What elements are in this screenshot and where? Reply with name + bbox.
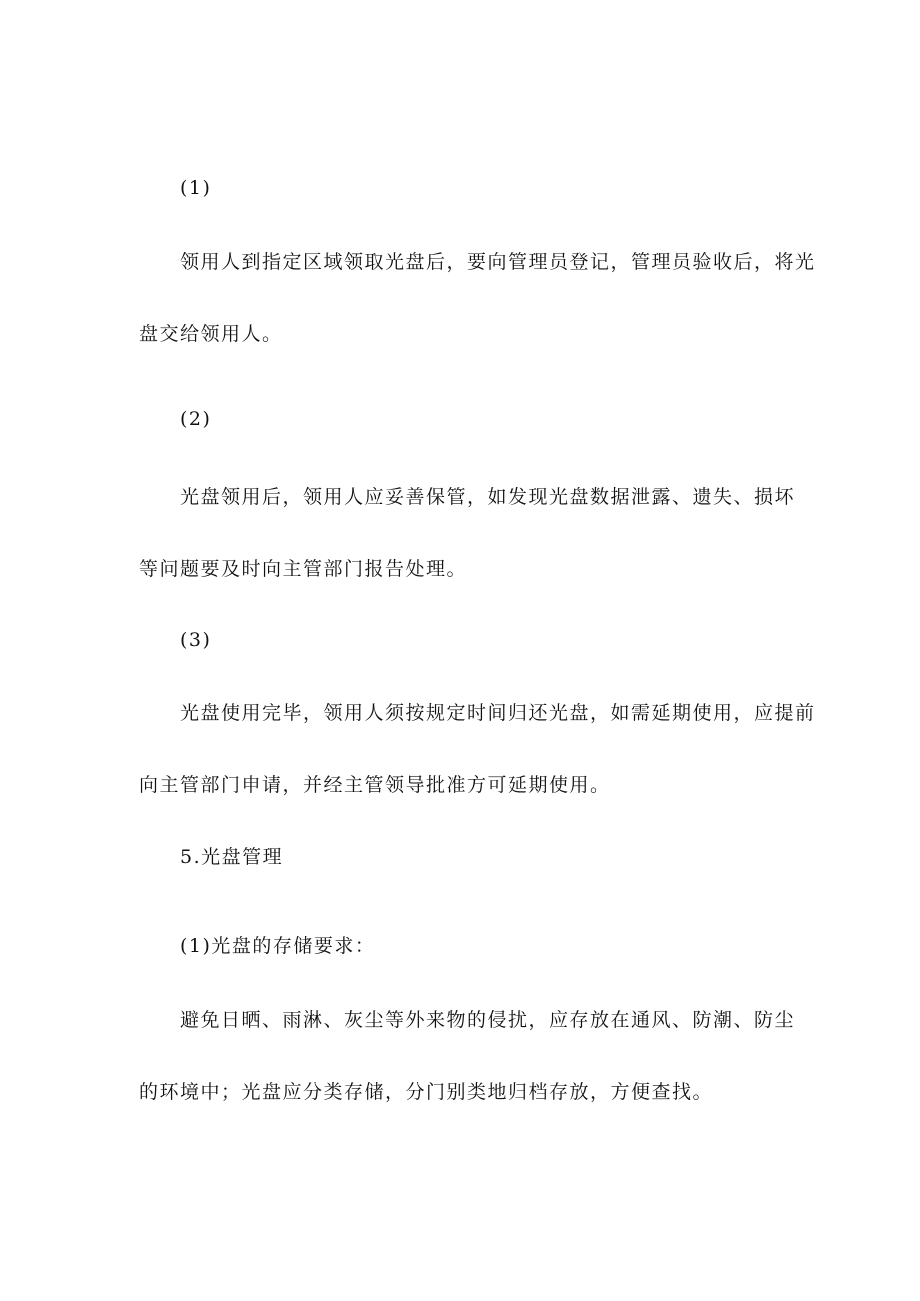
storage-text-line2: 的环境中；光盘应分类存储，分门别类地归档存放，方便查找。	[139, 1081, 714, 1103]
item1-text-line2: 盘交给领用人。	[139, 323, 283, 345]
item2-text-line1: 光盘领用后，领用人应妥善保管，如发现光盘数据泄露、遗失、损坏	[180, 486, 796, 508]
item1-text-line1: 领用人到指定区域领取光盘后，要向管理员登记，管理员验收后，将光	[180, 251, 816, 273]
section5-heading: 5.光盘管理	[180, 846, 284, 868]
item3-text-line1: 光盘使用完毕，领用人须按规定时间归还光盘，如需延期使用，应提前	[180, 702, 816, 724]
item2-text-line2: 等问题要及时向主管部门报告处理。	[139, 558, 468, 580]
item3-marker: (3)	[180, 629, 212, 651]
item1-marker: (1)	[180, 177, 212, 199]
storage-text-line1: 避免日晒、雨淋、灰尘等外来物的侵扰，应存放在通风、防潮、防尘	[180, 1009, 796, 1031]
item2-marker: (2)	[180, 408, 212, 430]
storage-heading: (1)光盘的存储要求：	[180, 935, 376, 957]
item3-text-line2: 向主管部门申请，并经主管领导批准方可延期使用。	[139, 774, 611, 796]
